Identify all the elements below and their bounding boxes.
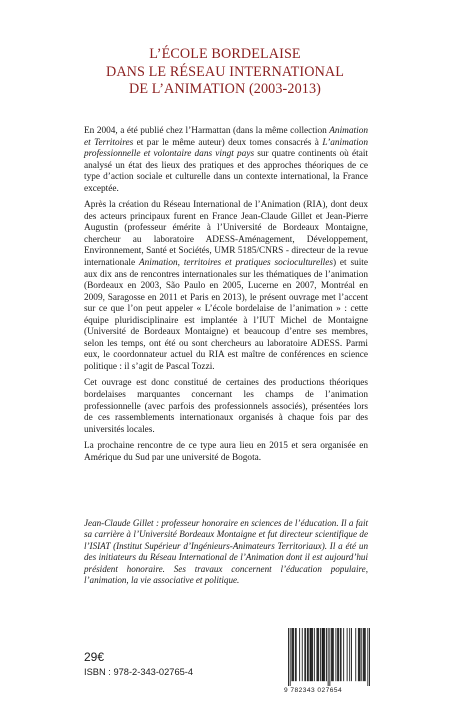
text-run: ) et suite aux dix ans de rencontres internationales sur les thématiques de l’animation (Bordeaux en 2003, São Paulo en 2005, Lucerne en 2007, Montréal en 2009, Saragosse en 2011 et Paris en 2013), le présent ouvrage met l’accent sur ce que l’on peut appeler « L’école bordelaise de l’animation » : cette équipe pluridisciplinaire est implantée à l’IUT Michel de Montaigne (Université de Bordeaux Montaigne) et beaucoup d’entre ses membres, selon les temps, ont été ou sont chercheurs au laboratoire ADESS. Parmi eux, le coordonnateur actuel du RIA est maître de conférences en science politique : il s’agit de Pascal Tozzi. (84, 258, 369, 372)
barcode-bar (349, 628, 350, 681)
barcode-bar (360, 628, 361, 681)
barcode-bar (324, 628, 325, 681)
barcode-bar (320, 628, 321, 681)
barcode-bar (316, 628, 317, 681)
barcode-bar (363, 628, 364, 681)
back-cover-summary (84, 126, 368, 464)
barcode-bar (317, 628, 318, 681)
title-line-3: DE L’ANIMATION (2003-2013) (128, 81, 321, 97)
barcode-bar (312, 628, 313, 681)
barcode-bar (333, 628, 334, 681)
barcode-bar (361, 628, 362, 681)
barcode-bar (340, 628, 341, 681)
barcode-bar (305, 628, 306, 681)
barcode-bar (296, 628, 297, 681)
italic-run: Animation et Territoires (84, 126, 368, 148)
barcode-bar (369, 628, 370, 686)
barcode-bar (304, 628, 305, 681)
author-bio (84, 518, 368, 586)
barcode-bar (365, 628, 366, 681)
barcode-bar (323, 628, 324, 681)
barcode-bar (331, 628, 332, 681)
barcode-bar (290, 628, 291, 686)
barcode-bar (291, 628, 292, 681)
barcode-bar (308, 628, 309, 681)
barcode-bar (359, 628, 360, 681)
barcode-bar (328, 628, 329, 686)
barcode-bar (318, 628, 319, 681)
barcode-bar (326, 628, 327, 681)
barcode-bar (311, 628, 312, 681)
price: 29€ (84, 650, 105, 664)
barcode-bar (310, 628, 311, 681)
barcode-bar (299, 628, 300, 681)
barcode-icon (288, 628, 370, 686)
barcode-bar (351, 628, 352, 681)
text-run: sur quatre continents où était analysé un état des lieux des pratiques et des approches théoriques de ce type d’action sociale et culturelle dans un contexte international, la France exceptée. (84, 149, 368, 194)
author-bio-text: Jean-Claude Gillet : professeur honoraire en sciences de l’éducation. Il a fait sa carrière à l’Université Bordeaux Montaigne et fut directeur scientifique de l’ISIAT (Institut Supérieur d’Ingénieurs-Animateurs Territoriaux). Il a été un des initiateurs du Réseau International de l’Animation dont il est aujourd’hui président honoraire. Ses travaux concernent l’éducation populaire, l’animation, la vie associative et politique. (84, 518, 368, 586)
barcode-bar (329, 628, 330, 686)
text-run: et par le même auteur) deux tomes consacrés à (133, 137, 323, 148)
barcode-bar (307, 628, 308, 681)
book-title (40, 46, 410, 99)
summary-paragraph-1 (84, 126, 368, 195)
barcode-bar (358, 628, 359, 681)
text-run: En 2004, a été publié chez l’Harmattan (dans la même collection (84, 126, 330, 136)
italic-run: Animation, territoires et pratiques socioculturelles (138, 258, 333, 269)
barcode-bar (367, 628, 368, 686)
title-line-1: L’ÉCOLE BORDELAISE (149, 46, 301, 62)
barcode-bar (292, 628, 293, 681)
barcode-bar (337, 628, 338, 681)
italic-run: L’animation professionnelle et volontaire dans vingt pays (84, 137, 368, 160)
barcode-bar (338, 628, 339, 681)
barcode-bar (293, 628, 294, 681)
barcode-bar (288, 628, 289, 686)
barcode-bar (295, 628, 296, 681)
barcode-bar (302, 628, 303, 681)
barcode-digits: 9 782343 027654 (284, 687, 343, 694)
barcode-bar (314, 628, 315, 681)
title-line-2: DANS LE RÉSEAU INTERNATIONAL (105, 63, 345, 80)
barcode-bar (341, 628, 342, 681)
barcode-bar (355, 628, 356, 681)
barcode-bar (364, 628, 365, 681)
barcode-bar (335, 628, 336, 681)
summary-paragraph-2 (84, 200, 368, 373)
text-run: Après la création du Réseau International de l’Animation (RIA), dont deux des acteurs principaux furent en France Jean-Claude Gillet et Jean-Pierre Augustin (professeur émérite à l’Université de Bordeaux Montaigne, chercheur au laboratoire ADESS-Aménagement, Développement, Environnement, Santé et Sociétés, UMR 5185/CNRS - directeur de la revue internationale (84, 200, 368, 269)
barcode-bar (322, 628, 323, 681)
barcode-bar (347, 628, 348, 681)
barcode-bar (332, 628, 333, 681)
barcode-bar (323, 628, 324, 681)
barcode-bar (343, 628, 344, 681)
isbn: ISBN : 978-2-343-02765-4 (84, 667, 194, 677)
summary-paragraph-3: Cet ouvrage est donc constitué de certaines des productions théoriques bordelaises marquantes concernant les champs de l’animation professionnelle (avec parfois des professionnels associés), présentées lors de ces rassemblements internationaux organisés à chaque fois par des universités locales. (84, 378, 368, 435)
summary-paragraph-4: La prochaine rencontre de ce type aura lieu en 2015 et sera organisée en Amérique du Sud par une université de Bogota. (84, 441, 368, 463)
barcode-bar (310, 628, 311, 681)
